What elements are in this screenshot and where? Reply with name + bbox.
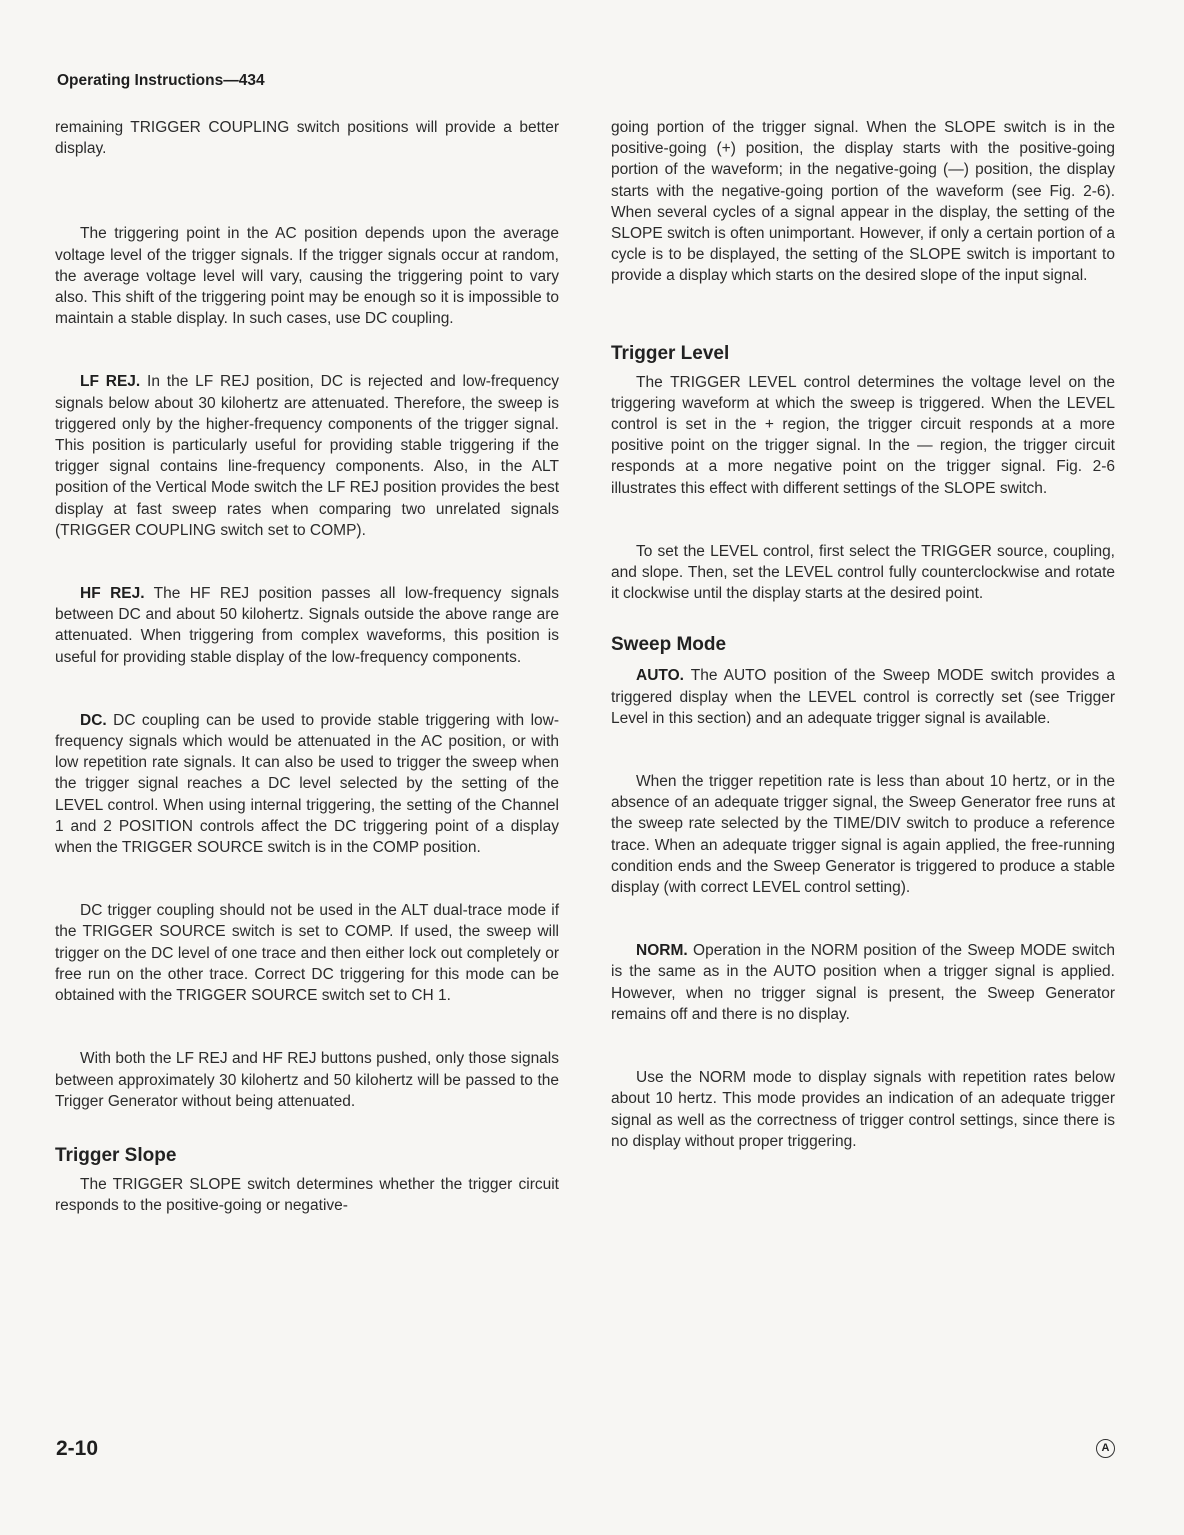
dc-text: DC coupling can be used to provide stable triggering with low-frequency signals which would be attenuated in the AC position, or with low repetition rate signals. It can also be used to trigger the sweep when the trigger signal reaches a DC level selected by the setting of the LEVEL control. When using internal triggering, the setting of the Channel 1 and 2 POSITION controls affect the DC triggering point of a display when the TRIGGER SOURCE switch is in the COMP position. xyxy=(55,711,559,857)
paragraph-repetition-rate: When the trigger repetition rate is less than about 10 hertz, or in the absence of an adequate trigger signal, the Sweep Generator free runs at the sweep rate selected by the TIME/DIV switch to produce a reference trace. When an adequate trigger signal is again applied, the free-running condition ends and the Sweep Generator is triggered to produce a stable display (with correct LEVEL control setting). xyxy=(611,773,1115,897)
lf-rej-text: In the LF REJ position, DC is rejected and low-frequency signals below about 30 kilohertz are attenuated. Therefore, the sweep is triggered only by the higher-frequency components of the trigger signal. This position is particularly useful for providing stable triggering if the trigger signal contains line-frequency components. Also, in the ALT position of the Vertical Mode switch the LF REJ position provides the best display at fast sweep rates when comparing two unrelated signals (TRIGGER COUPLING switch set to COMP). xyxy=(55,373,560,539)
paragraph-ac-triggering-point: The triggering point in the AC position depends upon the average voltage level of the trigger signals. If the trigger signals occur at random, the average voltage level will vary, causing the triggering point to vary also. This shift of the triggering point may be enough so it is impossible to maintain a stable display. In such cases, use DC coupling. xyxy=(55,225,559,328)
paragraph-slope-continued: going portion of the trigger signal. When the SLOPE switch is in the positive-going (+) position, the display starts with the positive-going portion of the waveform; in the negative-going (—) position, the display starts with the negative-going portion of the waveform (see Fig. 2-6). When several cycles of a signal appear in the display, the setting of the SLOPE switch is often unimportant. However, if only a certain portion of a cycle is to be displayed, the setting of the SLOPE switch is important to provide a display which starts on the desired slope of the input signal. xyxy=(611,119,1115,285)
paragraph-lf-hf-both: With both the LF REJ and HF REJ buttons pushed, only those signals between approximately 30 kilohertz and 50 kilohertz will be passed to the Trigger Generator without being attenuated. xyxy=(55,1050,559,1110)
paragraph-lf-rej xyxy=(55,371,559,541)
dc-lead: DC. xyxy=(80,711,107,729)
heading-trigger-slope: Trigger Slope xyxy=(55,1144,177,1166)
norm-lead: NORM. xyxy=(636,942,688,960)
heading-trigger-level: Trigger Level xyxy=(611,342,730,364)
paragraph-norm-use: Use the NORM mode to display signals with repetition rates below about 10 hertz. This mode provides an indication of an adequate trigger signal as well as the correctness of trigger control settings, since there is no display without proper triggering. xyxy=(611,1069,1115,1150)
paragraph-auto xyxy=(611,665,1115,729)
hf-rej-lead: HF REJ. xyxy=(80,585,145,603)
paragraph-coupling-continued: remaining TRIGGER COUPLING switch positions will provide a better display. xyxy=(55,119,559,158)
paragraph-dc xyxy=(55,710,559,858)
paragraph-trigger-slope: The TRIGGER SLOPE switch determines whether the trigger circuit responds to the positive-going or negative- xyxy=(55,1175,559,1215)
auto-text: The AUTO position of the Sweep MODE switch provides a triggered display when the LEVEL control is correctly set (see Trigger Level in this section) and an adequate trigger signal is available. xyxy=(611,667,1115,727)
auto-lead: AUTO. xyxy=(636,667,684,685)
heading-sweep-mode: Sweep Mode xyxy=(611,634,727,656)
lf-rej-lead: LF REJ. xyxy=(80,373,141,391)
paragraph-trigger-level: The TRIGGER LEVEL control determines the voltage level on the triggering waveform at which the sweep is triggered. When the LEVEL control is set in the + region, the trigger circuit responds at a more positive point on the trigger signal. In the — region, the trigger circuit responds at a more negative point on the trigger signal. Fig. 2-6 illustrates this effect with different settings of the SLOPE switch. xyxy=(611,373,1115,497)
right-column xyxy=(611,117,1115,1152)
paragraph-norm xyxy=(611,940,1115,1025)
paragraph-set-level: To set the LEVEL control, first select the TRIGGER source, coupling, and slope. Then, set the LEVEL control fully counterclockwise and rotate it clockwise until the display starts at the desired point. xyxy=(611,542,1115,603)
running-header: Operating Instructions—434 xyxy=(57,72,265,89)
paragraph-hf-rej xyxy=(55,583,559,668)
page-number: 2-10 xyxy=(56,1437,99,1460)
hf-rej-text: The HF REJ position passes all low-frequency signals between DC and about 50 kilohertz. Signals outside the above range are attenuated. When triggering from complex waveforms, this position is useful for providing stable display of the low-frequency components. xyxy=(55,585,559,666)
norm-text: Operation in the NORM position of the Sweep MODE switch is the same as in the AUTO position when a trigger signal is applied. However, when no trigger signal is present, the Sweep Generator remains off and there is no display. xyxy=(611,942,1115,1023)
revision-mark: A xyxy=(1096,1439,1115,1458)
paragraph-dc-alt-mode: DC trigger coupling should not be used in the ALT dual-trace mode if the TRIGGER SOURCE switch is set to COMP. If used, the sweep will trigger on the DC level of one trace and then either lock out completely or free run on the other trace. Correct DC triggering for this mode can be obtained with the TRIGGER SOURCE switch set to CH 1. xyxy=(55,902,559,1005)
left-column xyxy=(55,117,559,1216)
